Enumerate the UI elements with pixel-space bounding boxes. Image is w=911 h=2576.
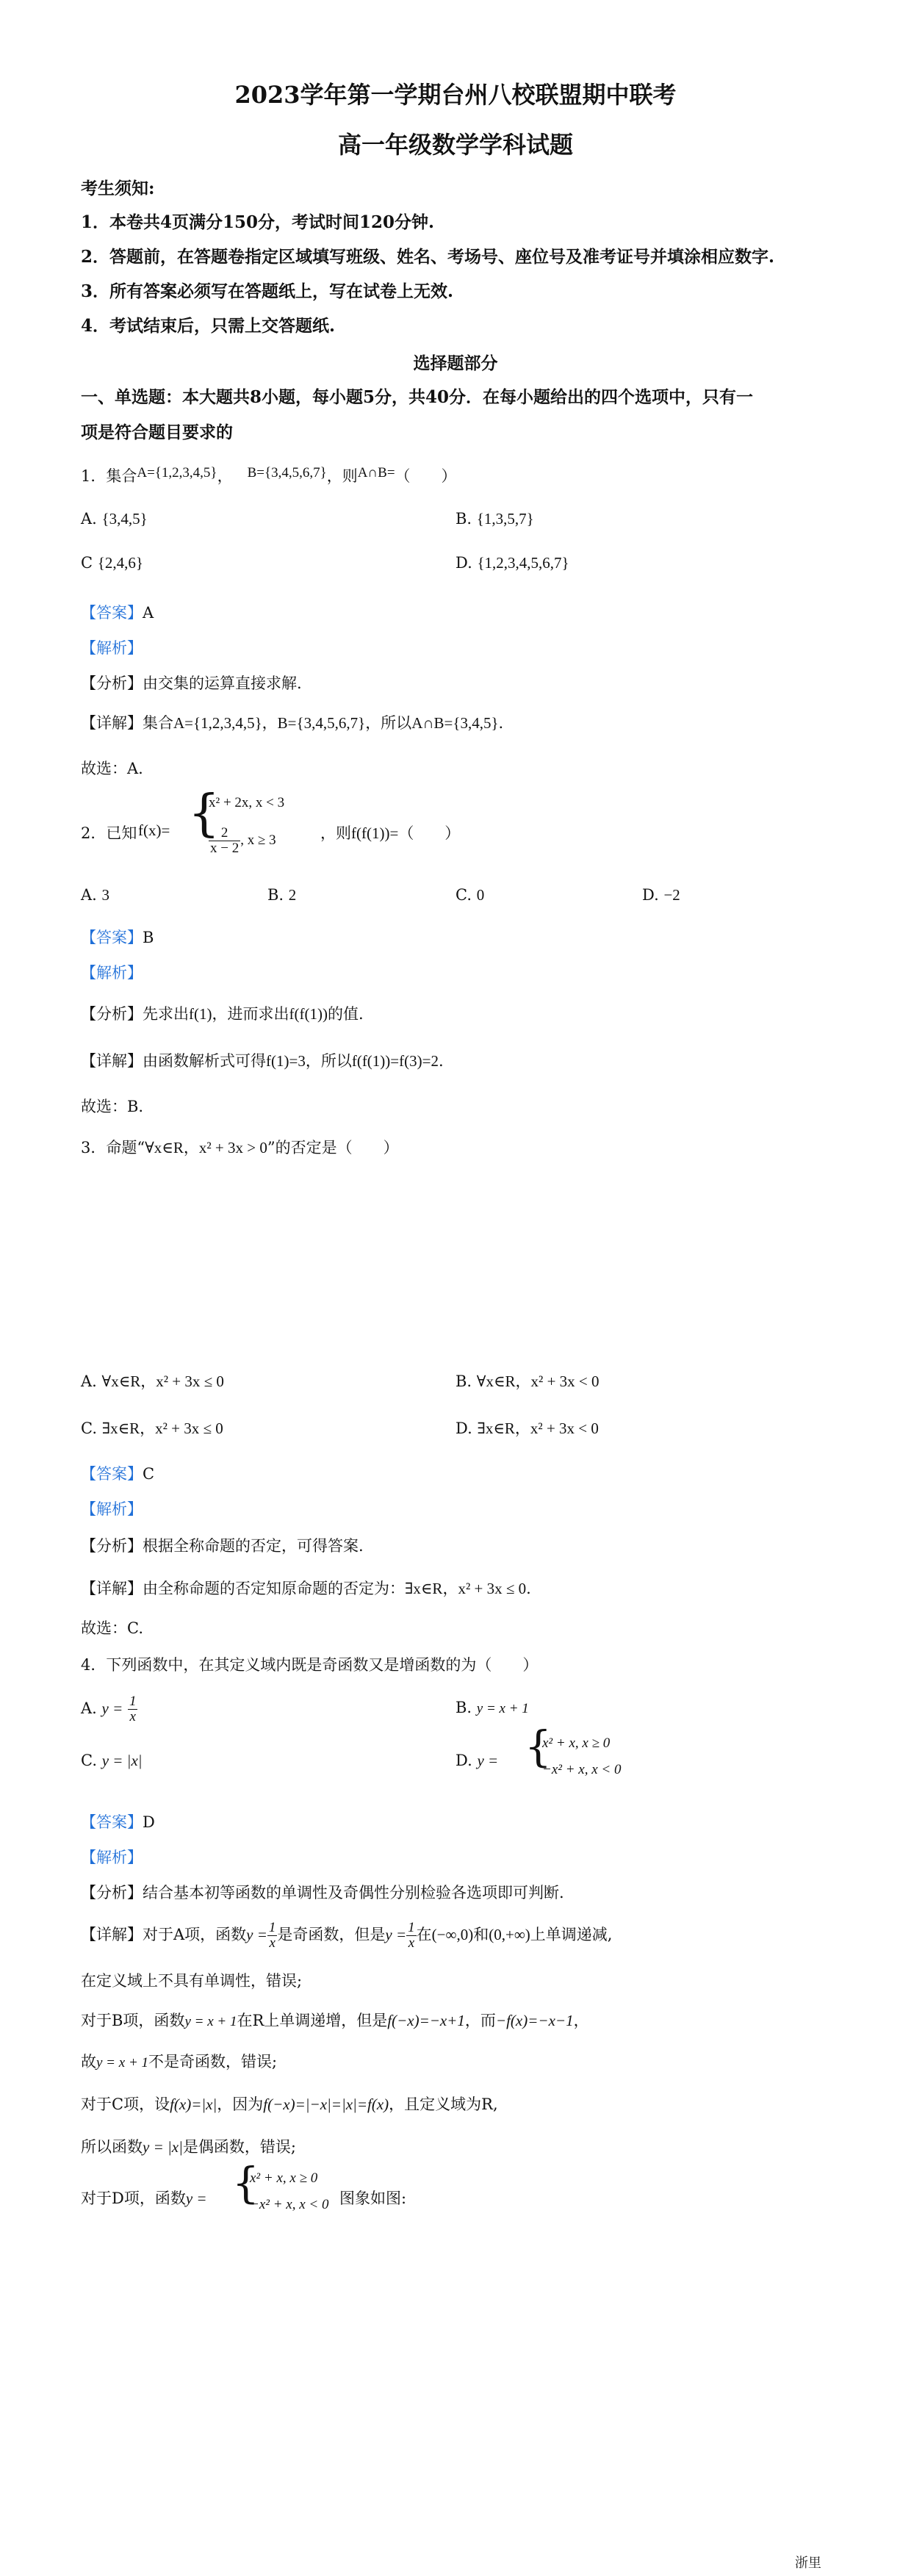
section-heading-line2: 项是符合题目要求的	[81, 422, 233, 442]
q4-xiangjie-d-end: 图象如图:	[339, 2190, 407, 2207]
q1-option-b: B. {1,3,5,7}	[455, 510, 534, 528]
q1-option-a: A. {3,4,5}	[81, 510, 148, 528]
q4-xiangjie-c: 对于C项，设f(x)=|x|，因为f(−x)=|−x|=|x|=f(x)，且定义域为R,	[81, 2095, 498, 2113]
q4-xiangjie-a: 【详解】对于A项，函数y = $\frac{1}{x}$ 是奇函数，但是y = $\frac{1}{x}$ 在(−∞,0)和(0,+∞)上单调递减,	[81, 1920, 613, 1951]
q4-analysis-tag: 【解析】	[81, 1849, 143, 1866]
q3-option-c: C. ∃x∈R，x² + 3x ≤ 0	[81, 1420, 223, 1437]
q1-fenxi: 【分析】由交集的运算直接求解.	[81, 674, 302, 692]
q3-option-a: A. ∀x∈R，x² + 3x ≤ 0	[81, 1372, 224, 1390]
q2-xiangjie: 【详解】由函数解析式可得f(1)=3，所以f(f(1))=f(3)=2.	[81, 1052, 444, 1070]
exam-subtitle: 高一年级数学学科试题	[337, 131, 573, 159]
q2-brace: {	[188, 785, 220, 843]
footer-mark: 浙里	[795, 2555, 821, 2571]
q4-fenxi: 【分析】结合基本初等函数的单调性及奇偶性分别检验各选项即可判断.	[81, 1884, 564, 1902]
notice-item-1: 1．本卷共4页满分150分，考试时间120分钟.	[81, 212, 435, 232]
q4-xiangjie-d-case1: x² + x, x ≥ 0	[250, 2170, 318, 2186]
q2-answer: 【答案】B	[81, 929, 154, 946]
q2-option-b: B. 2	[267, 886, 297, 904]
q1-xiangjie: 【详解】集合A={1,2,3,4,5}，B={3,4,5,6,7}，所以A∩B={3,4,5}.	[81, 714, 504, 732]
q4-xiangjie-d-case2: −x² + x, x < 0	[250, 2197, 329, 2212]
notice-item-4: 4．考试结束后，只需上交答题纸.	[81, 316, 336, 336]
q4-xiangjie-c-line2: 所以函数y = |x|是偶函数，错误;	[81, 2138, 296, 2156]
q4-option-d-label: D. y =	[455, 1752, 499, 1769]
q2-case1: x² + 2x, x < 3	[209, 795, 285, 810]
q3-analysis-tag: 【解析】	[81, 1500, 143, 1518]
notice-item-2: 2．答题前，在答题卷指定区域填写班级、姓名、考场号、座位号及准考证号并填涂相应数字.	[81, 247, 775, 267]
q1-analysis-tag: 【解析】	[81, 639, 143, 657]
q2-fx: f(x)=	[138, 821, 170, 839]
q2-option-a: A. 3	[81, 886, 110, 904]
q4-answer: 【答案】D	[81, 1813, 155, 1831]
q4-option-d-case2: −x² + x, x < 0	[542, 1762, 622, 1777]
q4-xiangjie-d-brace: {	[232, 2158, 259, 2208]
q3-xiangjie: 【详解】由全称命题的否定知原命题的否定为：∃x∈R，x² + 3x ≤ 0.	[81, 1580, 531, 1597]
q2-option-d: D. −2	[642, 886, 680, 904]
q2-stem: 2．已知	[81, 824, 137, 842]
q1-answer: 【答案】A	[81, 604, 154, 622]
q2-fenxi: 【分析】先求出f(1)，进而求出f(f(1))的值.	[81, 1005, 364, 1023]
q4-option-d-case1: x² + x, x ≥ 0	[542, 1735, 611, 1751]
q1-option-d: D. {1,2,3,4,5,6,7}	[455, 554, 569, 572]
q4-option-a: A. y = $\frac{1}{x}$	[81, 1694, 137, 1724]
q4-option-b: B. y = x + 1	[455, 1699, 529, 1716]
section-title: 选择题部分	[413, 353, 498, 373]
q2-case2: $\frac{2}{x - 2}$ , x ≥ 3	[210, 825, 276, 856]
q2-option-c: C. 0	[455, 886, 485, 904]
q3-fenxi: 【分析】根据全称命题的否定，可得答案.	[81, 1537, 364, 1555]
section-heading-line1: 一、单选题：本大题共8小题，每小题5分，共40分．在每小题给出的四个选项中，只有一	[81, 387, 754, 407]
q2-analysis-tag: 【解析】	[81, 964, 143, 982]
q4-xiangjie-d: 对于D项，函数y =	[81, 2190, 207, 2207]
q4-option-d-brace: {	[525, 1721, 552, 1771]
q4-stem: 4．下列函数中，在其定义域内既是奇函数又是增函数的为（ ）	[81, 1656, 539, 1674]
q1-stem: 1．集合A={1,2,3,4,5}， B={3,4,5,6,7}，则A∩B=（ ）	[81, 465, 457, 485]
notice-heading: 考生须知:	[81, 179, 155, 198]
q2-conclusion: 故选：B.	[81, 1098, 144, 1115]
notice-item-3: 3．所有答案必须写在答题纸上，写在试卷上无效.	[81, 281, 454, 301]
q4-option-c: C. y = |x|	[81, 1752, 143, 1769]
q4-xiangjie-b-line2: 故y = x + 1不是奇函数，错误;	[81, 2053, 278, 2070]
q3-conclusion: 故选：C.	[81, 1619, 143, 1637]
q3-option-b: B. ∀x∈R，x² + 3x < 0	[455, 1372, 599, 1390]
q3-stem: 3．命题“∀x∈R，x² + 3x > 0”的否定是（ ）	[81, 1139, 399, 1156]
exam-title: 2023学年第一学期台州八校联盟期中联考	[234, 81, 677, 109]
q1-conclusion: 故选：A.	[81, 760, 143, 777]
q3-option-d: D. ∃x∈R，x² + 3x < 0	[455, 1420, 599, 1437]
q4-xiangjie-a-line2: 在定义域上不具有单调性，错误;	[81, 1972, 303, 1990]
q4-xiangjie-b: 对于B项，函数y = x + 1在R上单调递增，但是f(−x)=−x+1，而−f(x)=−x−1，	[81, 2012, 589, 2029]
q3-answer: 【答案】C	[81, 1465, 155, 1483]
q2-then: ，则f(f(1))=（ ）	[320, 824, 461, 842]
q1-option-c: C {2,4,6}	[81, 554, 143, 572]
